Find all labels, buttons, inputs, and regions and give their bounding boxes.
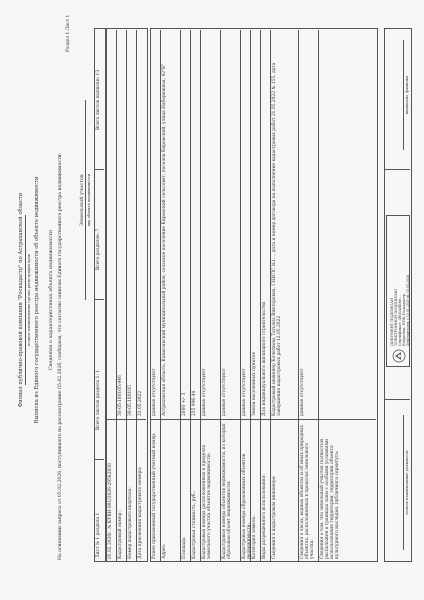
divider — [384, 399, 410, 400]
row-value: данные отсутствуют — [221, 368, 227, 416]
divider — [94, 299, 104, 300]
total-lists: Всего листов раздела 1: 1 — [96, 369, 101, 430]
extract-title: Выписка из Единого государственного реестра недвижимости об объекте недвижимости — [34, 176, 40, 424]
row-value — [320, 36, 356, 416]
row-label: Площадь: — [181, 536, 187, 559]
total-sheets: Всего листов выписки: 13 — [96, 69, 101, 130]
electronic-signature-stamp — [386, 215, 410, 367]
row-label: Кадастровые номера объектов недвижимости, из которых образован объект недвижимости: — [221, 423, 232, 559]
row-label: Виды разрешенного использования: — [261, 474, 267, 559]
row-label: Адрес: — [161, 543, 167, 559]
emblem-icon — [392, 349, 406, 363]
position-label: полное наименование должности — [405, 450, 409, 515]
row-value: Кадастровый инженер Кочеткова Татьяна Викторовна, СНИЛС №1..., дата и номер договора на выполнение кадастровых работ 21.05.2022 № 155, дата завершения кадастровых работ 12.05.2022 — [271, 62, 282, 416]
meta-label: Номер кадастрового квартала: — [128, 487, 133, 559]
row-label: Сведения о кадастровом инженере: — [271, 475, 277, 559]
row-label: Кадастровые номера расположенных в пределах земельного участка объектов недвижимости: — [201, 444, 212, 559]
row-label: Кадастровые номера образованных объектов недвижимости: — [241, 453, 252, 559]
row-label: Сведения о лесах, водных объектах и об иных природных объектах, расположенных в пределах земельного участка: — [299, 425, 315, 559]
meta-label: Дата присвоения кадастрового номера: — [138, 466, 143, 559]
row-value: 235 996.44 — [191, 390, 197, 416]
row-value: Земли населенных пунктов — [251, 352, 257, 416]
row-label: Кадастровая стоимость, руб.: — [191, 490, 197, 559]
name-label: инициалы, фамилия — [405, 75, 409, 115]
row-value: 2000 +/- 3 — [181, 392, 187, 416]
stamp-line: ЭЛЕКТРОННОЙ ПОДПИСЬЮ — [394, 288, 398, 346]
meta-label: 05.02.2026г. № КУВИ-001/2026-29562830 — [108, 463, 113, 559]
sheet-number: Лист № 1 раздела 1 — [96, 512, 101, 558]
characteristics-title: Сведения о характеристиках объекта недвижимости — [48, 229, 54, 371]
org-title-sub: полное наименование органа регистрации прав — [27, 254, 31, 346]
divider — [384, 169, 410, 170]
row-value: данные отсутствуют — [241, 368, 247, 416]
total-razdelov: Всего разделов: 7 — [96, 228, 101, 270]
stamp-line: ДОКУМЕНТ ПОДПИСАН — [390, 297, 394, 346]
assignment-date: 21.05.2022 — [138, 390, 143, 416]
org-title: Филиал публично-правовой компании "Роскадастр" по Астраханской области — [18, 192, 24, 408]
row-label: Ранее присвоенный государственный учетный номер: — [151, 432, 157, 559]
row-value: данные отсутствуют — [201, 368, 207, 416]
row-label: Сведения о том, что земельный участок полностью расположен в границах зоны с особыми условиями использования территории, территории объекта культурного наследия, публичного сервитута: — [319, 438, 341, 559]
row-value: Астраханская область, Камызякский муниципальный район, сельское поселение Кировский сельсовет, поселок Кировский, улица Набережная, 42"Б" — [161, 63, 167, 416]
object-type: Земельный участок — [79, 174, 85, 226]
meta-label: Кадастровый номер: — [118, 511, 123, 559]
object-type-sub: вид объекта недвижимости — [87, 173, 91, 227]
cadastral-quarter: 30:05:180105 — [128, 385, 133, 416]
razdel-label: Раздел 1 Лист 1 — [66, 14, 71, 52]
request-intro: На основании запроса от 05.02.2026, поступившего на рассмотрение 05.02.2026, сообщаем, что согласно записям Единого государственного реестра недвижимости: — [58, 152, 63, 560]
row-value: данные отсутствуют — [151, 368, 157, 416]
row-value: данные отсутствуют — [299, 368, 305, 416]
divider — [94, 459, 104, 460]
divider — [136, 30, 137, 562]
stamp-line: Сертификат: 3f0d3a4b8e… — [398, 295, 402, 346]
row-label: Категория земель: — [251, 515, 257, 559]
row-value: Для индивидуального жилищного строительства — [261, 301, 267, 416]
divider — [94, 169, 104, 170]
stamp-line: Действителен: с 10.01.2025 по 10.04.2026 — [406, 274, 410, 346]
divider — [150, 419, 376, 420]
stamp-line: Владелец: ППК Роскадастр — [402, 293, 406, 346]
cadastral-number: 30:05:180105:446 — [118, 375, 123, 416]
divider — [116, 30, 117, 562]
divider — [126, 30, 127, 562]
